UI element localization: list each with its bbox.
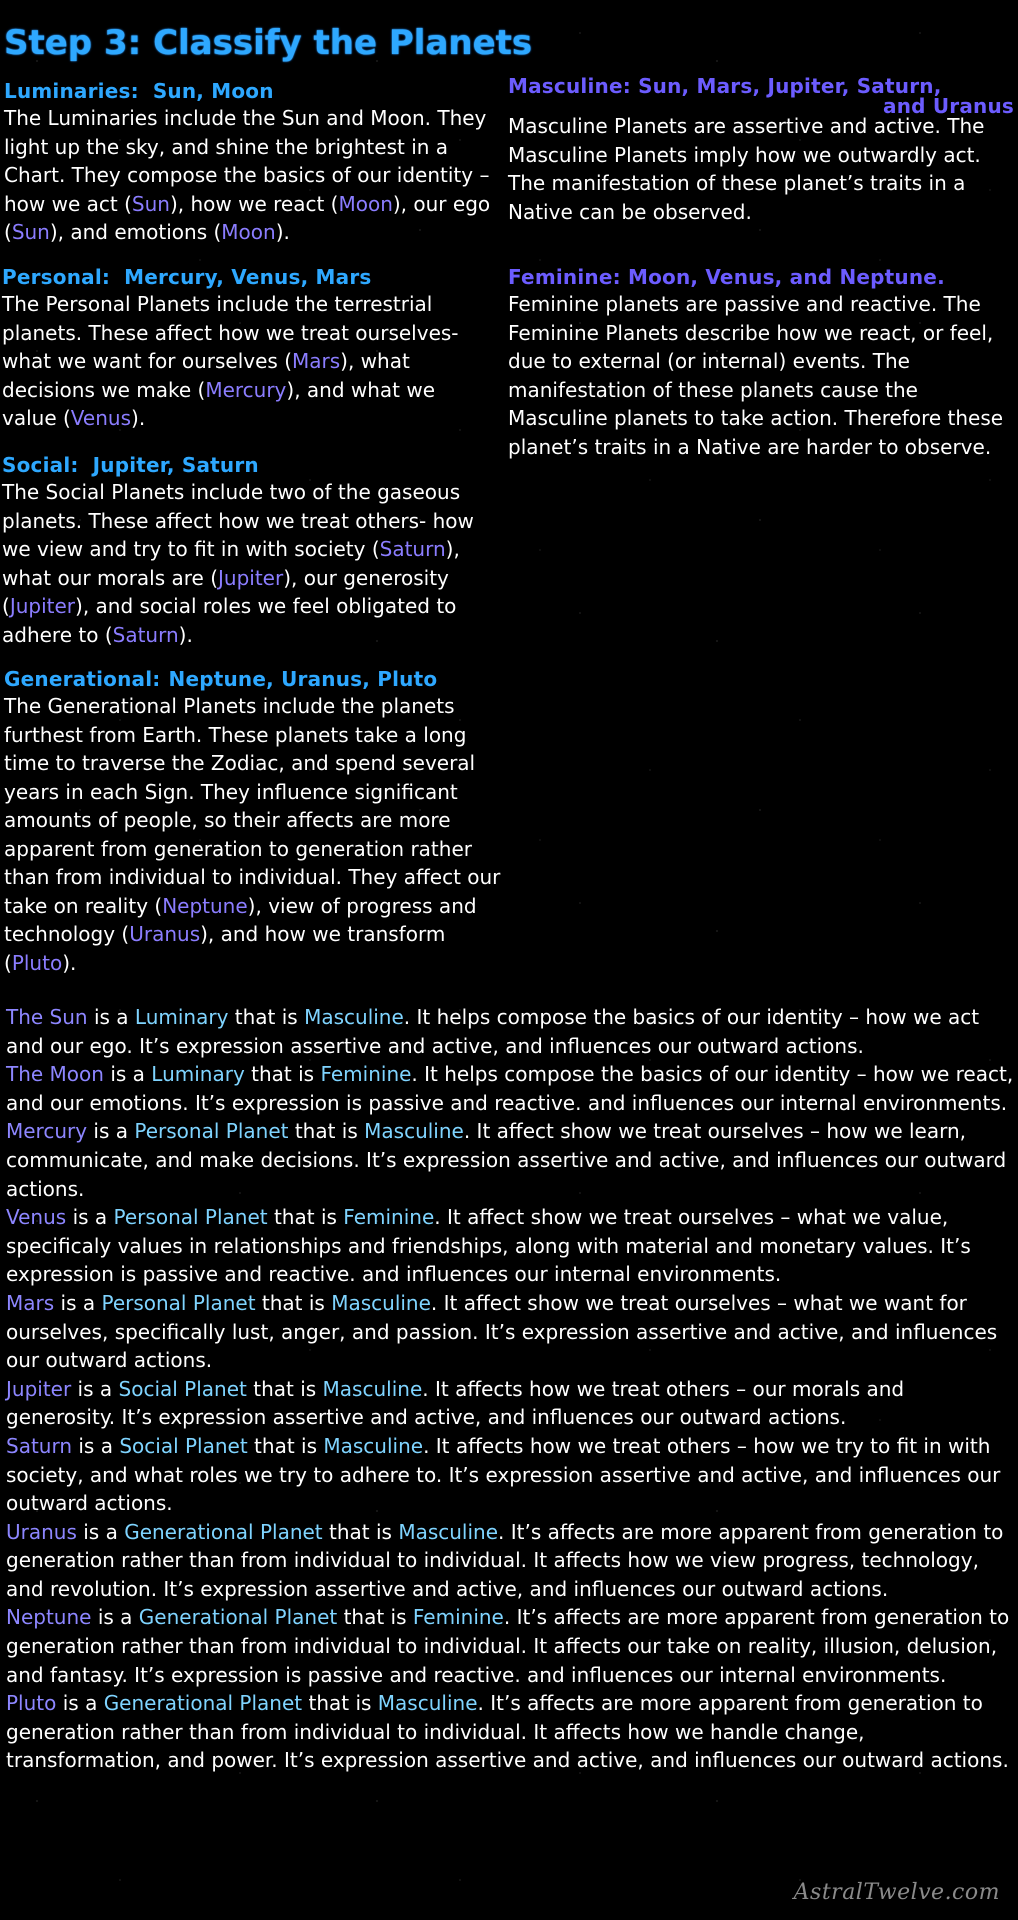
text: is a — [87, 1005, 135, 1029]
planet-class: Personal Planet — [113, 1205, 268, 1230]
list-item — [6, 1060, 1014, 1117]
planet-name: Venus — [6, 1205, 67, 1230]
text: is a — [54, 1290, 102, 1315]
masculine-text: Masculine Planets are assertive and active. The Masculine Planets imply how we outwardly act. The manifestation of these planet’s traits in a Native can be observed. — [508, 114, 985, 224]
text: that is — [228, 1005, 305, 1029]
text: that is — [337, 1605, 413, 1630]
planet-name: Mars — [6, 1290, 55, 1315]
planet-class: Personal Planet — [134, 1119, 289, 1144]
list-item — [6, 1203, 1014, 1289]
watermark-logo: AstralTwelve.com — [793, 1880, 1000, 1905]
text: is a — [87, 1119, 135, 1144]
planet-name: Jupiter — [6, 1376, 72, 1401]
planet-class: Personal Planet — [101, 1290, 256, 1315]
text: . It helps compose the basics of our identity – how we act and our ego. It’s expression assertive and active, and influences our outward actions. — [6, 1005, 980, 1058]
planet-gender: Feminine — [343, 1205, 435, 1230]
planet-class: Luminary — [134, 1005, 229, 1029]
text: that is — [288, 1119, 365, 1144]
masculine-heading-line1: Masculine: Sun, Mars, Jupiter, Saturn, — [508, 74, 942, 98]
planet-name: Mercury — [6, 1119, 88, 1144]
planet-gender: Masculine — [323, 1433, 424, 1458]
social-planets: Jupiter, Saturn — [92, 453, 259, 477]
text: is a — [72, 1433, 120, 1458]
planet-gender: Masculine — [377, 1691, 478, 1716]
page-title: Step 3: Classify the Planets — [4, 23, 533, 63]
masculine-heading — [508, 76, 1016, 116]
section-generational — [4, 666, 516, 977]
text: that is — [302, 1691, 378, 1716]
planet-gender: Masculine — [331, 1290, 431, 1315]
text: . It affect show we treat ourselves – what we value, specificaly values in relationships and friendships, along with material and monetary values. It’s expression is passive and reactive. and influences our internal environments. — [6, 1205, 971, 1287]
text: that is — [322, 1519, 399, 1544]
planet-class: Generational Planet — [138, 1605, 338, 1630]
text: . It’s affects are more apparent from generation to generation rather than from individual to individual. It affects our take on reality, illusion, delusion, and fantasy. It’s expression is passive and reactive. and influences our internal environments. — [6, 1605, 1010, 1687]
social-text: The Social Planets include two of the gaseous planets. These affect how we treat others- how we view and try to fit in with society (Saturn), what our morals are (Jupiter), our generosity (Jupiter), and social roles we feel obligated to adhere to (Saturn). — [2, 480, 474, 647]
planet-name: Uranus — [6, 1519, 77, 1544]
text: that is — [267, 1205, 344, 1230]
list-item — [6, 1375, 1014, 1432]
text: . It affects how we treat others – our morals and generosity. It’s expression assertive and active, and influences our outward actions. — [6, 1376, 905, 1430]
list-item — [6, 1432, 1014, 1518]
section-personal — [2, 264, 496, 433]
text: . It affect show we treat ourselves – what we want for ourselves, specifically lust, anger, and passion. It’s expression assertive and active, and influences our outward actions. — [6, 1290, 998, 1373]
social-heading — [2, 452, 498, 478]
text: is a — [66, 1205, 114, 1230]
text: that is — [246, 1376, 323, 1401]
planet-gender: Masculine — [322, 1376, 423, 1401]
section-luminaries — [4, 78, 504, 247]
text: is a — [103, 1062, 152, 1087]
planet-class: Luminary — [151, 1062, 245, 1087]
planet-class: Social Planet — [118, 1376, 247, 1401]
text: is a — [91, 1605, 139, 1630]
list-item — [6, 1689, 1014, 1775]
generational-text: The Generational Planets include the planets furthest from Earth. These planets take a long time to traverse the Zodiac, and spend several years in each Sign. They influence significant amounts of people, so their affects are more apparent from generation to generation rather than from individual to individual. They affect our take on reality (Neptune), view of progress and technology (Uranus), and how we transform (Pluto). — [4, 694, 501, 975]
list-item — [6, 1603, 1014, 1689]
planet-gender: Feminine — [320, 1062, 412, 1087]
planet-class: Social Planet — [119, 1433, 248, 1458]
text: . It’s affects are more apparent from generation to generation rather than from individual to individual. It affects how we handle change, transformation, and power. It’s expression assertive and active, and influences our outward actions. — [6, 1691, 1009, 1773]
planet-gender: Masculine — [364, 1119, 464, 1144]
feminine-text: Feminine planets are passive and reactive. The Feminine Planets describe how we react, or feel, due to external (or internal) events. The manifestation of these planets cause the Masculine planets to take action. Therefore these planet’s traits in a Native are harder to observe. — [508, 292, 1004, 459]
list-item — [6, 1117, 1014, 1203]
masculine-heading-line2: and Uranus — [883, 94, 1014, 118]
text: . It affects how we treat others – how we try to fit in with society, and what roles we try to adhere to. It’s expression assertive and active, and influences our outward actions. — [6, 1433, 1001, 1516]
text: that is — [255, 1290, 332, 1315]
planet-gender: Feminine — [412, 1605, 504, 1630]
feminine-heading: Feminine: Moon, Venus, and Neptune. — [508, 265, 945, 289]
personal-planets: Mercury, Venus, Mars — [124, 265, 372, 289]
list-item — [6, 1289, 1014, 1375]
planet-name: The Moon — [6, 1062, 104, 1087]
planet-class: Generational Planet — [124, 1519, 323, 1544]
planet-gender: Masculine — [398, 1519, 499, 1544]
luminaries-label: Luminaries: — [4, 79, 139, 103]
section-feminine — [508, 264, 1014, 461]
planet-class: Generational Planet — [103, 1691, 303, 1716]
luminaries-heading — [4, 78, 504, 104]
personal-heading — [2, 264, 496, 290]
personal-text: The Personal Planets include the terrestrial planets. These affect how we treat ourselves- what we want for ourselves (Mars), what decisions we make (Mercury), and what we value (Venus). — [2, 292, 459, 430]
text: . It helps compose the basics of our identity – how we react, and our emotions. It’s expression is passive and reactive. and influences our internal environments. — [6, 1062, 1014, 1115]
text: is a — [56, 1691, 104, 1716]
planet-name: The Sun — [6, 1005, 88, 1029]
generational-label: Generational: — [4, 667, 161, 691]
planet-summary-list — [6, 1003, 1014, 1775]
planet-name: Pluto — [6, 1691, 57, 1716]
luminaries-text: The Luminaries include the Sun and Moon. They light up the sky, and shine the brightest in a Chart. They compose the basics of our identity – how we act (Sun), how we react (Moon), our ego (Sun), and emotions (Moon). — [4, 106, 491, 244]
list-item — [6, 1518, 1014, 1604]
text: that is — [244, 1062, 321, 1087]
list-item — [6, 1003, 1014, 1060]
personal-label: Personal: — [2, 265, 111, 289]
text: is a — [76, 1519, 125, 1544]
text: . It’s affects are more apparent from generation to generation rather than from individual to individual. It affects how we view progress, technology, and revolution. It’s expression assertive and active, and influences our outward actions. — [6, 1519, 1004, 1601]
luminaries-planets: Sun, Moon — [152, 79, 274, 103]
section-social — [2, 452, 498, 649]
planet-name: Neptune — [6, 1605, 92, 1630]
text: is a — [71, 1376, 119, 1401]
text: that is — [247, 1433, 324, 1458]
text: . It affect show we treat ourselves – how we learn, communicate, and make decisions. It’s expression assertive and active, and influences our outward actions. — [6, 1119, 1007, 1201]
social-label: Social: — [2, 453, 79, 477]
planet-gender: Masculine — [304, 1005, 404, 1029]
planet-name: Saturn — [6, 1433, 73, 1458]
generational-planets: Neptune, Uranus, Pluto — [168, 667, 438, 691]
generational-heading — [4, 666, 516, 692]
